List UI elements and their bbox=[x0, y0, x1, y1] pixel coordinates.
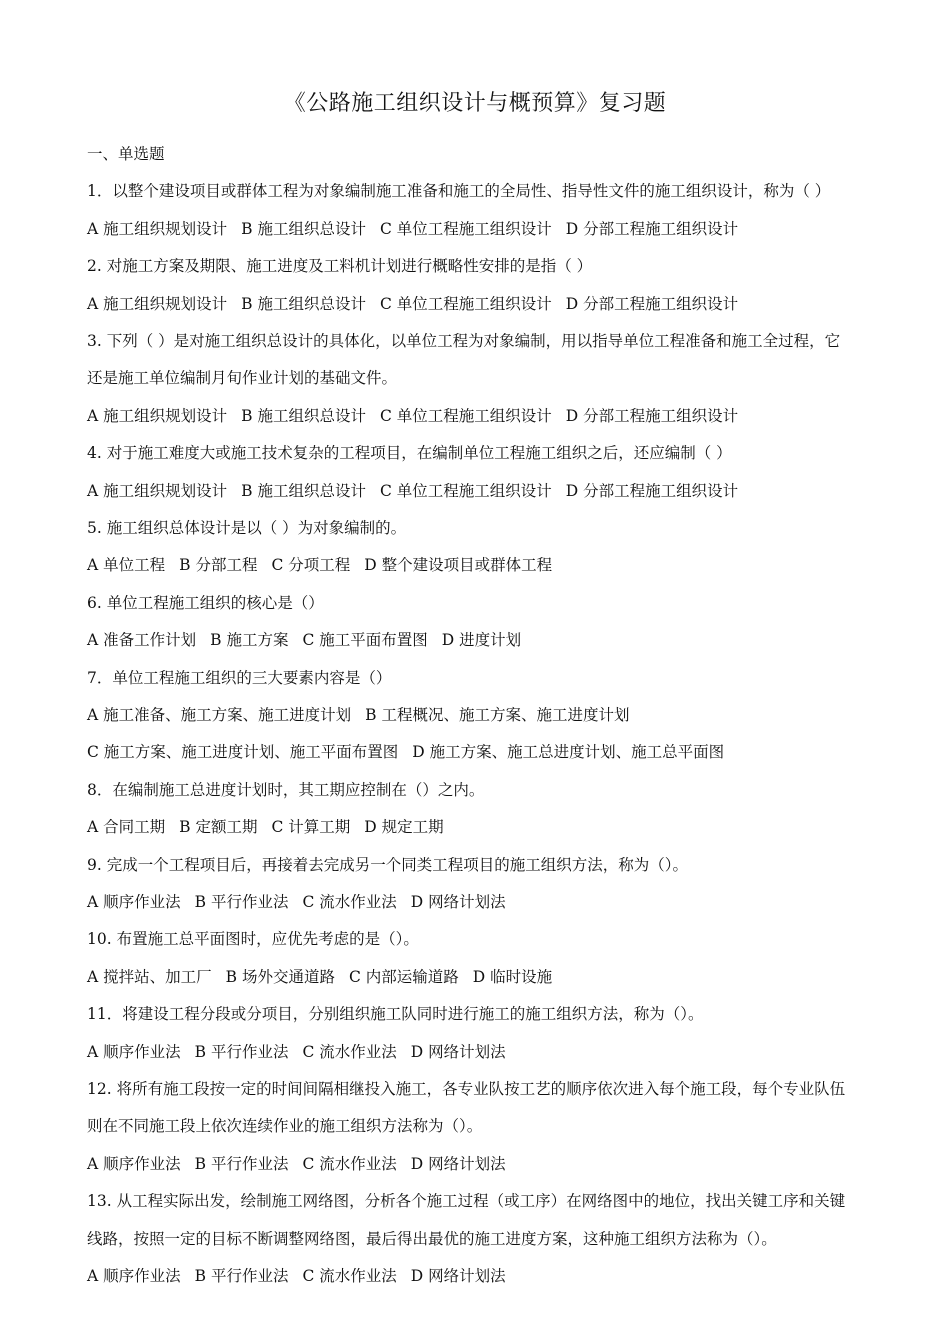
answer-option: B 施工方案 bbox=[210, 631, 289, 650]
question-text: 5. 施工组织总体设计是以（ ）为对象编制的。 bbox=[87, 519, 407, 537]
answer-option: C 单位工程施工组织设计 bbox=[379, 406, 552, 425]
answer-option: A 施工组织规划设计 bbox=[87, 294, 228, 313]
answer-option: B 定额工期 bbox=[179, 818, 258, 837]
answer-option: A 搅拌站、加工厂 bbox=[87, 967, 212, 986]
answer-option: B 平行作业法 bbox=[194, 1267, 289, 1285]
answer-option: B 平行作业法 bbox=[194, 893, 289, 911]
options-row bbox=[87, 1041, 907, 1063]
section-heading: 一、单选题 bbox=[87, 145, 165, 163]
answer-option: A 施工组织规划设计 bbox=[87, 406, 228, 425]
answer-option: C 流水作业法 bbox=[302, 1267, 397, 1285]
options-row bbox=[87, 966, 907, 988]
answer-option: A 顺序作业法 bbox=[87, 893, 181, 911]
answer-option: D 分部工程施工组织设计 bbox=[565, 294, 739, 313]
question-text: 3. 下列（ ）是对施工组织总设计的具体化，以单位工程为对象编制，用以指导单位工程准备和施工全过程，它 bbox=[87, 332, 841, 350]
answer-option: D 网络计划法 bbox=[410, 1154, 506, 1173]
options-row bbox=[87, 741, 907, 763]
answer-option: A 顺序作业法 bbox=[87, 1154, 181, 1173]
answer-option: B 施工组织总设计 bbox=[241, 294, 366, 313]
options-row bbox=[87, 1153, 907, 1175]
answer-option: B 平行作业法 bbox=[194, 1042, 289, 1061]
answer-option: B 施工组织总设计 bbox=[241, 406, 366, 425]
answer-option: A 施工组织规划设计 bbox=[87, 481, 228, 500]
question-text: 12. 将所有施工段按一定的时间间隔相继投入施工，各专业队按工艺的顺序依次进入每个施工段，每个专业队伍 bbox=[87, 1080, 846, 1098]
options-row bbox=[87, 1265, 907, 1287]
options-row bbox=[87, 405, 907, 427]
answer-option: A 准备工作计划 bbox=[87, 631, 197, 650]
answer-option: A 顺序作业法 bbox=[87, 1042, 181, 1061]
answer-option: C 流水作业法 bbox=[302, 1154, 397, 1173]
answer-option: C 施工方案、施工进度计划、施工平面布置图 bbox=[87, 743, 399, 762]
question-text: 10. 布置施工总平面图时，应优先考虑的是（）。 bbox=[87, 930, 419, 949]
options-row bbox=[87, 629, 907, 651]
options-row bbox=[87, 891, 907, 913]
answer-option: D 分部工程施工组织设计 bbox=[565, 406, 739, 425]
question-text: 线路，按照一定的目标不断调整网络图，最后得出最优的施工进度方案，这种施工组织方法称为（）。 bbox=[87, 1229, 777, 1248]
answer-option: B 分部工程 bbox=[179, 556, 258, 575]
options-row bbox=[87, 554, 907, 576]
answer-option: C 单位工程施工组织设计 bbox=[379, 219, 552, 238]
options-row bbox=[87, 480, 907, 502]
question-text: 7．单位工程施工组织的三大要素内容是（） bbox=[87, 668, 392, 687]
question-text: 2. 对施工方案及期限、施工进度及工料机计划进行概略性安排的是指（ ） bbox=[87, 257, 593, 276]
answer-option: D 施工方案、施工总进度计划、施工总平面图 bbox=[412, 743, 725, 762]
answer-option: B 施工组织总设计 bbox=[241, 219, 366, 238]
question-text: 13. 从工程实际出发，绘制施工网络图，分析各个施工过程（或工序）在网络图中的地位，找出关键工序和关键 bbox=[87, 1192, 846, 1211]
answer-option: C 流水作业法 bbox=[302, 893, 397, 911]
answer-option: C 单位工程施工组织设计 bbox=[379, 294, 552, 313]
page-title: 《公路施工组织设计与概预算》复习题 bbox=[283, 91, 667, 116]
answer-option: C 内部运输道路 bbox=[348, 967, 459, 986]
answer-option: C 单位工程施工组织设计 bbox=[379, 481, 552, 500]
options-row bbox=[87, 704, 907, 726]
answer-option: D 分部工程施工组织设计 bbox=[565, 481, 739, 500]
question-text: 4. 对于施工难度大或施工技术复杂的工程项目，在编制单位工程施工组织之后，还应编制（ ） bbox=[87, 444, 732, 463]
answer-option: A 施工组织规划设计 bbox=[87, 219, 228, 238]
answer-option: A 单位工程 bbox=[87, 556, 166, 575]
answer-option: C 计算工期 bbox=[271, 818, 351, 837]
answer-option: D 分部工程施工组织设计 bbox=[565, 219, 739, 238]
answer-option: D 网络计划法 bbox=[410, 893, 506, 911]
answer-option: A 合同工期 bbox=[87, 818, 166, 837]
question-text: 8．在编制施工总进度计划时，其工期应控制在（）之内。 bbox=[87, 780, 485, 799]
options-row bbox=[87, 816, 907, 838]
answer-option: C 流水作业法 bbox=[302, 1042, 397, 1061]
answer-option: D 进度计划 bbox=[441, 631, 522, 650]
question-text: 则在不同施工段上依次连续作业的施工组织方法称为（）。 bbox=[87, 1117, 483, 1136]
answer-option: C 分项工程 bbox=[271, 556, 351, 575]
question-text: 1．以整个建设项目或群体工程为对象编制施工准备和施工的全局性、指导性文件的施工组织设计，称为（ ） bbox=[87, 182, 831, 201]
answer-option: D 整个建设项目或群体工程 bbox=[364, 556, 553, 575]
answer-option: A 顺序作业法 bbox=[87, 1267, 181, 1285]
answer-option: A 施工准备、施工方案、施工进度计划 bbox=[87, 706, 352, 724]
answer-option: B 平行作业法 bbox=[194, 1154, 289, 1173]
question-text: 6. 单位工程施工组织的核心是（） bbox=[87, 593, 324, 612]
answer-option: D 临时设施 bbox=[472, 967, 553, 986]
question-text: 11．将建设工程分段或分项目，分别组织施工队同时进行施工的施工组织方法，称为（）。 bbox=[87, 1005, 704, 1024]
answer-option: C 施工平面布置图 bbox=[302, 631, 428, 650]
answer-option: D 网络计划法 bbox=[410, 1267, 506, 1285]
question-text: 9. 完成一个工程项目后，再接着去完成另一个同类工程项目的施工组织方法，称为（）。 bbox=[87, 855, 688, 874]
answer-option: B 场外交通道路 bbox=[225, 967, 335, 986]
question-text: 还是施工单位编制月旬作业计划的基础文件。 bbox=[87, 369, 398, 388]
answer-option: B 工程概况、施工方案、施工进度计划 bbox=[365, 706, 630, 724]
answer-option: D 网络计划法 bbox=[410, 1042, 506, 1061]
options-row bbox=[87, 293, 907, 315]
answer-option: D 规定工期 bbox=[364, 818, 444, 837]
answer-option: B 施工组织总设计 bbox=[241, 481, 366, 500]
options-row bbox=[87, 218, 907, 240]
